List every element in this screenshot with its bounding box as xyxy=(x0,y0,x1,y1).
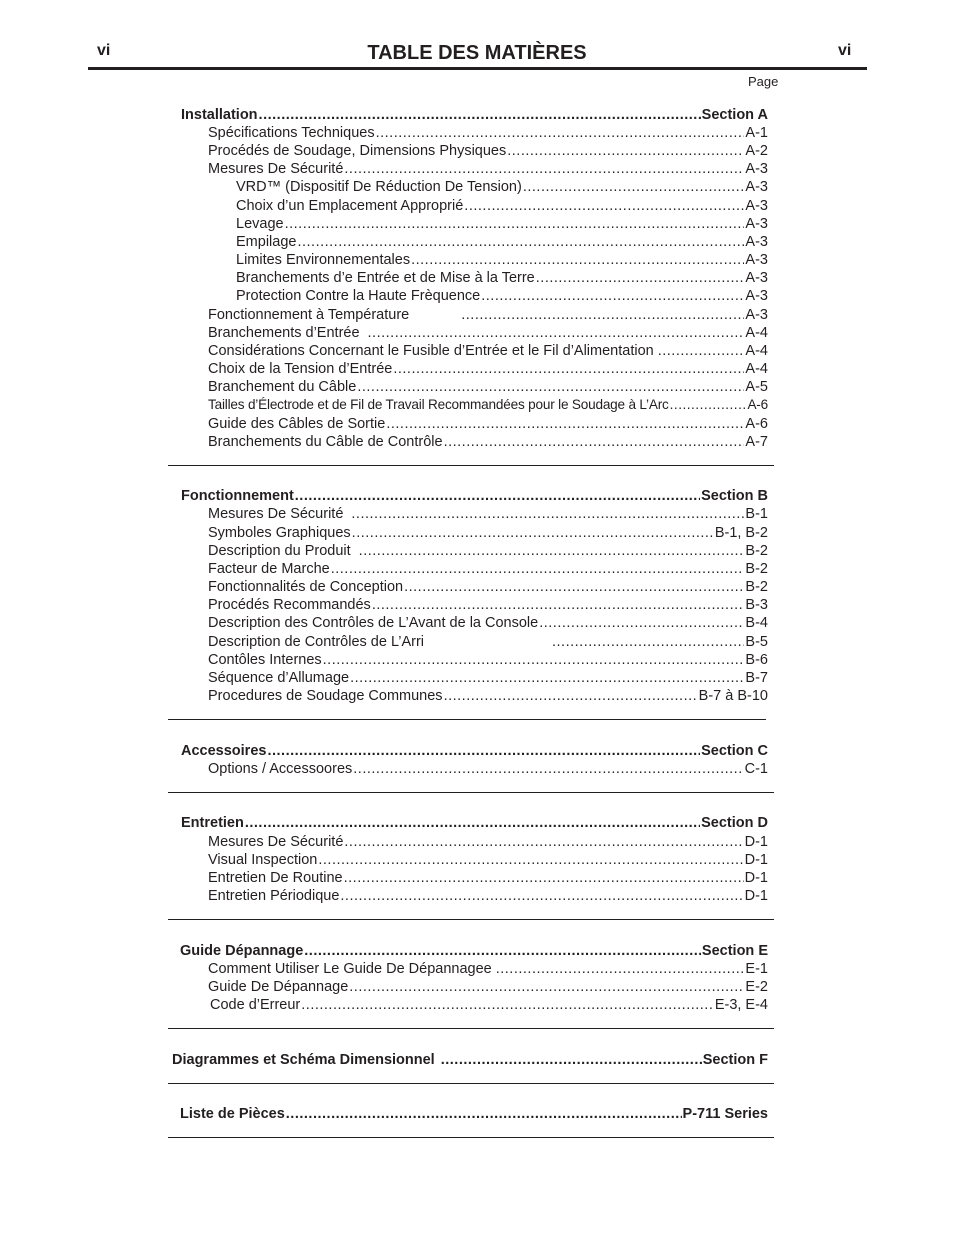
toc-section-entretien[interactable]: Entretien ..... Section D xyxy=(181,814,768,832)
toc-entry[interactable]: Fonctionnalités de Conception ..... B-2 xyxy=(208,578,768,596)
toc-entry[interactable]: Mesures De Sécurité ..... B-1 xyxy=(208,505,768,523)
section-divider xyxy=(168,1028,774,1029)
toc-section-guide-depannage[interactable]: Guide Dépannage ..... Section E xyxy=(180,942,768,960)
toc-entry[interactable]: Protection Contre la Haute Frèquence ..... A-3 xyxy=(236,287,768,305)
page-number-right: vi xyxy=(838,42,852,59)
toc-entry[interactable]: Branchements du Câble de Contrôle ..... A-7 xyxy=(208,433,768,451)
header-rule xyxy=(88,67,867,70)
toc-entry[interactable]: Guide des Câbles de Sortie ..... A-6 xyxy=(208,415,768,433)
toc-entry[interactable]: Mesures De Sécurité ..... A-3 xyxy=(208,160,768,178)
toc-entry[interactable]: Branchement du Câble ..... A-5 xyxy=(208,378,768,396)
page-column-label: Page xyxy=(748,74,779,89)
toc-entry[interactable]: Procedures de Soudage Communes ..... B-7 à B-10 xyxy=(208,687,768,705)
toc-entry[interactable]: Description du Produit ..... B-2 xyxy=(208,542,768,560)
section-divider xyxy=(168,1083,774,1084)
toc-entry[interactable]: Code d’Erreur ..... E-3, E-4 xyxy=(210,996,768,1014)
toc-entry[interactable]: Description des Contrôles de L’Avant de la Console ..... B-4 xyxy=(208,614,768,632)
toc-entry[interactable]: Entretien Périodique ..... D-1 xyxy=(208,887,768,905)
toc-entry[interactable]: Procédés de Soudage, Dimensions Physiques ..... A-2 xyxy=(208,142,768,160)
toc-entry[interactable]: Visual Inspection ..... D-1 xyxy=(208,851,768,869)
toc-entry[interactable]: Facteur de Marche ..... B-2 xyxy=(208,560,768,578)
section-divider xyxy=(168,719,766,720)
toc-entry[interactable]: Choix d’un Emplacement Approprié ..... A-3 xyxy=(236,197,768,215)
toc-section-liste-de-pieces[interactable]: Liste de Pièces ..... P-711 Series xyxy=(180,1105,768,1123)
toc-entry[interactable]: Procédés Recommandés ..... B-3 xyxy=(208,596,768,614)
toc-entry[interactable]: Tailles d’Électrode et de Fil de Travail Recommandées pour le Soudage à L’Arc ..... A-6 xyxy=(208,396,768,414)
toc-entry[interactable]: Comment Utiliser Le Guide De Dépannagee ..... E-1 xyxy=(208,960,768,978)
toc-entry[interactable]: Mesures De Sécurité ..... D-1 xyxy=(208,833,768,851)
toc-entry[interactable]: Entretien De Routine ..... D-1 xyxy=(208,869,768,887)
section-divider xyxy=(168,465,774,466)
section-divider xyxy=(168,919,774,920)
toc-entry[interactable]: Description de Contrôles de L’Arri ..... B-5 xyxy=(208,633,768,651)
toc-entry[interactable]: Séquence d’Allumage ..... B-7 xyxy=(208,669,768,687)
toc-section-fonctionnement[interactable]: Fonctionnement ..... Section B xyxy=(181,487,768,505)
toc-entry[interactable]: Limites Environnementales ..... A-3 xyxy=(236,251,768,269)
toc-entry[interactable]: Branchements d’e Entrée et de Mise à la Terre ..... A-3 xyxy=(236,269,768,287)
page-title: TABLE DES MATIÈRES xyxy=(367,42,587,64)
toc-entry[interactable]: Symboles Graphiques ..... B-1, B-2 xyxy=(208,524,768,542)
toc-entry[interactable]: Empilage ..... A-3 xyxy=(236,233,768,251)
toc-entry[interactable]: Considérations Concernant le Fusible d’Entrée et le Fil d’Alimentation ..... A-4 xyxy=(208,342,768,360)
toc-entry[interactable]: VRD™ (Dispositif De Réduction De Tension) ..... A-3 xyxy=(236,178,768,196)
toc-entry[interactable]: Contôles Internes ..... B-6 xyxy=(208,651,768,669)
section-divider xyxy=(168,792,774,793)
toc-entry[interactable]: Branchements d’Entrée ..... A-4 xyxy=(208,324,768,342)
toc-section-diagrammes[interactable]: Diagrammes et Schéma Dimensionnel ..... Section F xyxy=(172,1051,768,1069)
toc-section-installation[interactable]: Installation ..... Section A xyxy=(181,106,768,124)
toc-entry[interactable]: Spécifications Techniques ..... A-1 xyxy=(208,124,768,142)
toc-section-accessoires[interactable]: Accessoires ..... Section C xyxy=(181,742,768,760)
toc-entry[interactable]: Options / Accessoores ..... C-1 xyxy=(208,760,768,778)
toc-entry[interactable]: Fonctionnement à Température ..... A-3 xyxy=(208,306,768,324)
page-number-left: vi xyxy=(97,42,111,59)
toc-entry[interactable]: Levage ..... A-3 xyxy=(236,215,768,233)
toc-entry[interactable]: Guide De Dépannage ..... E-2 xyxy=(208,978,768,996)
section-divider xyxy=(168,1137,774,1138)
toc-entry[interactable]: Choix de la Tension d’Entrée ..... A-4 xyxy=(208,360,768,378)
